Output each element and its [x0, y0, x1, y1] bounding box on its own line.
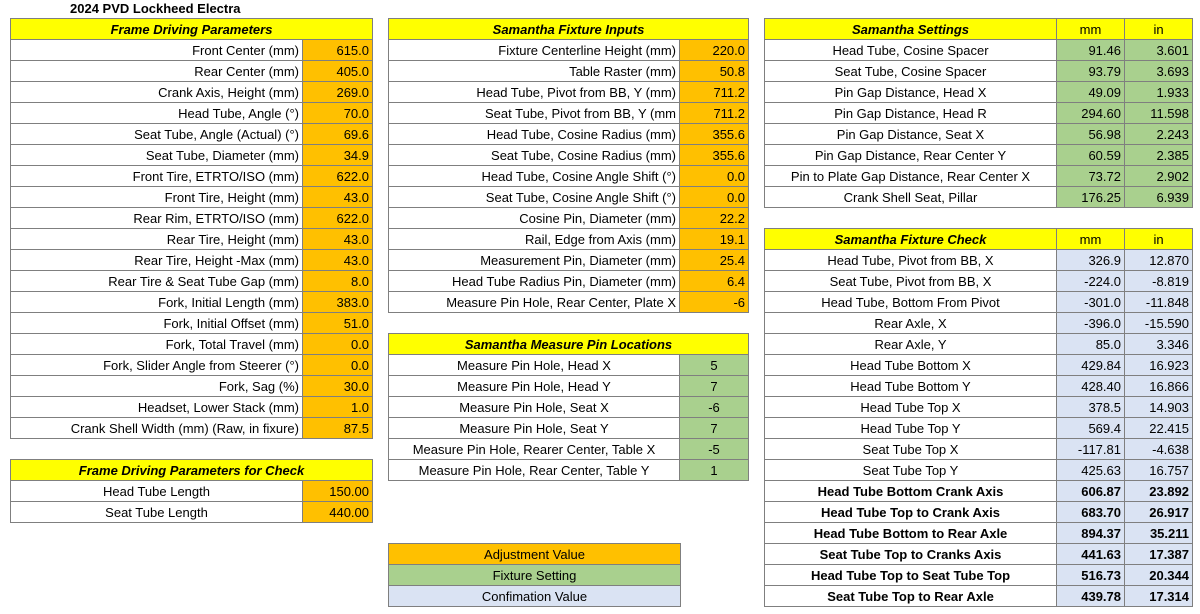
row-value-in: -4.638	[1125, 439, 1193, 460]
table-row	[765, 523, 1193, 544]
row-value: 30.0	[303, 376, 373, 397]
row-value-mm: 425.63	[1057, 460, 1125, 481]
table-row	[389, 271, 749, 292]
row-label: Head Tube Top X	[765, 397, 1057, 418]
row-value: 711.2	[680, 82, 749, 103]
row-value-in: 3.693	[1125, 61, 1193, 82]
table-row	[765, 565, 1193, 586]
row-value: 405.0	[303, 61, 373, 82]
row-value: 87.5	[303, 418, 373, 439]
row-label: Rear Axle, Y	[765, 334, 1057, 355]
table-row	[11, 40, 373, 61]
row-label: Seat Tube, Pivot from BB, X	[765, 271, 1057, 292]
table-row	[11, 334, 373, 355]
fixture-check-col-mm: mm	[1057, 229, 1125, 250]
table-row	[765, 397, 1193, 418]
settings-table	[764, 18, 1193, 208]
row-label: Front Tire, Height (mm)	[11, 187, 303, 208]
fixture-check-header: Samantha Fixture Check	[765, 229, 1057, 250]
row-label: Head Tube Bottom to Rear Axle	[765, 523, 1057, 544]
row-label: Headset, Lower Stack (mm)	[11, 397, 303, 418]
fixture-inputs-table	[388, 18, 749, 313]
row-value: 355.6	[680, 145, 749, 166]
row-label: Measure Pin Hole, Seat Y	[389, 418, 680, 439]
row-value-mm: 516.73	[1057, 565, 1125, 586]
table-row	[11, 292, 373, 313]
table-row	[765, 586, 1193, 607]
row-label: Head Tube Bottom X	[765, 355, 1057, 376]
table-row	[389, 40, 749, 61]
row-value-mm: 294.60	[1057, 103, 1125, 124]
table-row	[11, 376, 373, 397]
row-label: Head Tube Top to Crank Axis	[765, 502, 1057, 523]
row-value: 150.00	[303, 481, 373, 502]
row-value-in: -8.819	[1125, 271, 1193, 292]
row-label: Rear Center (mm)	[11, 61, 303, 82]
row-label: Pin Gap Distance, Head R	[765, 103, 1057, 124]
legend-row	[389, 544, 681, 565]
row-value-mm: 569.4	[1057, 418, 1125, 439]
table-row	[765, 439, 1193, 460]
row-value-mm: 894.37	[1057, 523, 1125, 544]
frame-driving-header: Frame Driving Parameters	[11, 19, 373, 40]
row-value: 1.0	[303, 397, 373, 418]
row-value-mm: -396.0	[1057, 313, 1125, 334]
table-row	[765, 124, 1193, 145]
table-row	[389, 82, 749, 103]
row-value-mm: -301.0	[1057, 292, 1125, 313]
row-value-in: 22.415	[1125, 418, 1193, 439]
row-value-mm: 441.63	[1057, 544, 1125, 565]
row-value-in: 12.870	[1125, 250, 1193, 271]
row-value-in: 35.211	[1125, 523, 1193, 544]
fixture-check-col-in: in	[1125, 229, 1193, 250]
row-label: Crank Shell Width (mm) (Raw, in fixure)	[11, 418, 303, 439]
legend-table	[388, 543, 681, 607]
row-value-in: 11.598	[1125, 103, 1193, 124]
row-value: 43.0	[303, 250, 373, 271]
table-row	[11, 208, 373, 229]
row-value-in: 20.344	[1125, 565, 1193, 586]
row-label: Head Tube, Cosine Angle Shift (°)	[389, 166, 680, 187]
row-value: 615.0	[303, 40, 373, 61]
row-label: Head Tube, Bottom From Pivot	[765, 292, 1057, 313]
row-label: Head Tube Top to Seat Tube Top	[765, 565, 1057, 586]
frame-check-header: Frame Driving Parameters for Check	[11, 460, 373, 481]
row-value: 70.0	[303, 103, 373, 124]
row-value: 43.0	[303, 187, 373, 208]
table-row	[11, 229, 373, 250]
row-label: Crank Shell Seat, Pillar	[765, 187, 1057, 208]
row-value: 19.1	[680, 229, 749, 250]
row-label: Head Tube Top Y	[765, 418, 1057, 439]
table-row	[389, 376, 749, 397]
table-row	[11, 166, 373, 187]
row-label: Head Tube Length	[11, 481, 303, 502]
table-row	[765, 292, 1193, 313]
row-value-mm: 606.87	[1057, 481, 1125, 502]
table-row	[765, 61, 1193, 82]
row-label: Seat Tube, Cosine Angle Shift (°)	[389, 187, 680, 208]
table-row	[389, 145, 749, 166]
table-row	[11, 481, 373, 502]
row-value: 355.6	[680, 124, 749, 145]
row-value: 440.00	[303, 502, 373, 523]
legend-item: Fixture Setting	[389, 565, 681, 586]
row-label: Fork, Total Travel (mm)	[11, 334, 303, 355]
legend-row	[389, 586, 681, 607]
row-value: 220.0	[680, 40, 749, 61]
row-label: Measure Pin Hole, Rear Center, Plate X	[389, 292, 680, 313]
table-row	[11, 61, 373, 82]
row-value: -5	[680, 439, 749, 460]
row-label: Rear Rim, ETRTO/ISO (mm)	[11, 208, 303, 229]
table-row	[389, 166, 749, 187]
table-row	[11, 355, 373, 376]
table-row	[765, 187, 1193, 208]
row-label: Seat Tube Length	[11, 502, 303, 523]
row-value: 0.0	[303, 355, 373, 376]
row-label: Measure Pin Hole, Rearer Center, Table X	[389, 439, 680, 460]
row-label: Pin Gap Distance, Rear Center Y	[765, 145, 1057, 166]
row-value-mm: 176.25	[1057, 187, 1125, 208]
table-row	[765, 103, 1193, 124]
row-label: Head Tube, Pivot from BB, Y (mm)	[389, 82, 680, 103]
row-value: 0.0	[303, 334, 373, 355]
table-row	[11, 397, 373, 418]
row-label: Pin Gap Distance, Head X	[765, 82, 1057, 103]
row-value-in: 1.933	[1125, 82, 1193, 103]
row-value: 0.0	[680, 187, 749, 208]
row-value: 7	[680, 418, 749, 439]
row-value-in: 3.601	[1125, 40, 1193, 61]
row-value-in: 16.866	[1125, 376, 1193, 397]
table-row	[765, 460, 1193, 481]
row-value: 69.6	[303, 124, 373, 145]
row-label: Head Tube Radius Pin, Diameter (mm)	[389, 271, 680, 292]
row-value-in: 2.385	[1125, 145, 1193, 166]
measure-pins-header: Samantha Measure Pin Locations	[389, 334, 749, 355]
row-label: Measure Pin Hole, Head Y	[389, 376, 680, 397]
row-label: Crank Axis, Height (mm)	[11, 82, 303, 103]
row-label: Rear Tire, Height -Max (mm)	[11, 250, 303, 271]
row-label: Pin to Plate Gap Distance, Rear Center X	[765, 166, 1057, 187]
row-label: Rail, Edge from Axis (mm)	[389, 229, 680, 250]
settings-header: Samantha Settings	[765, 19, 1057, 40]
table-row	[389, 292, 749, 313]
row-label: Measure Pin Hole, Seat X	[389, 397, 680, 418]
row-value-in: 6.939	[1125, 187, 1193, 208]
table-row	[765, 502, 1193, 523]
row-value-mm: 439.78	[1057, 586, 1125, 607]
table-row	[11, 145, 373, 166]
row-value-mm: -117.81	[1057, 439, 1125, 460]
row-label: Fork, Sag (%)	[11, 376, 303, 397]
table-row	[389, 103, 749, 124]
row-value-in: 16.923	[1125, 355, 1193, 376]
row-label: Head Tube, Angle (°)	[11, 103, 303, 124]
row-label: Seat Tube, Diameter (mm)	[11, 145, 303, 166]
table-row	[765, 250, 1193, 271]
table-row	[11, 124, 373, 145]
row-value-in: 2.902	[1125, 166, 1193, 187]
row-label: Seat Tube, Pivot from BB, Y (mm	[389, 103, 680, 124]
table-row	[389, 61, 749, 82]
row-value-mm: 91.46	[1057, 40, 1125, 61]
settings-col-mm: mm	[1057, 19, 1125, 40]
table-row	[765, 544, 1193, 565]
row-value: 622.0	[303, 166, 373, 187]
fixture-inputs-header: Samantha Fixture Inputs	[389, 19, 749, 40]
table-row	[765, 334, 1193, 355]
frame-check-table	[10, 459, 373, 523]
row-value-mm: 428.40	[1057, 376, 1125, 397]
row-value-in: 3.346	[1125, 334, 1193, 355]
row-value-mm: 683.70	[1057, 502, 1125, 523]
legend-item: Confimation Value	[389, 586, 681, 607]
table-row	[765, 271, 1193, 292]
row-value: 25.4	[680, 250, 749, 271]
row-label: Seat Tube Top Y	[765, 460, 1057, 481]
table-row	[389, 124, 749, 145]
row-value-in: 17.314	[1125, 586, 1193, 607]
table-row	[11, 82, 373, 103]
table-row	[11, 271, 373, 292]
table-row	[765, 82, 1193, 103]
table-row	[765, 313, 1193, 334]
row-label: Seat Tube Top X	[765, 439, 1057, 460]
table-row	[11, 250, 373, 271]
row-value-mm: 378.5	[1057, 397, 1125, 418]
row-label: Front Tire, ETRTO/ISO (mm)	[11, 166, 303, 187]
row-value-in: 14.903	[1125, 397, 1193, 418]
row-value: 34.9	[303, 145, 373, 166]
row-label: Rear Tire, Height (mm)	[11, 229, 303, 250]
row-value: 51.0	[303, 313, 373, 334]
row-value: 622.0	[303, 208, 373, 229]
row-value: 22.2	[680, 208, 749, 229]
row-label: Fork, Slider Angle from Steerer (°)	[11, 355, 303, 376]
fixture-check-table	[764, 228, 1193, 607]
row-label: Head Tube, Cosine Radius (mm)	[389, 124, 680, 145]
table-row	[765, 481, 1193, 502]
row-value-mm: 93.79	[1057, 61, 1125, 82]
table-row	[389, 250, 749, 271]
table-row	[389, 418, 749, 439]
row-value-in: -11.848	[1125, 292, 1193, 313]
table-row	[765, 40, 1193, 61]
row-value: 0.0	[680, 166, 749, 187]
row-value-in: 2.243	[1125, 124, 1193, 145]
row-value-mm: 73.72	[1057, 166, 1125, 187]
row-value: 711.2	[680, 103, 749, 124]
row-label: Fork, Initial Length (mm)	[11, 292, 303, 313]
table-row	[389, 187, 749, 208]
row-label: Table Raster (mm)	[389, 61, 680, 82]
row-value-mm: 56.98	[1057, 124, 1125, 145]
table-row	[389, 208, 749, 229]
row-value: 50.8	[680, 61, 749, 82]
row-label: Pin Gap Distance, Seat X	[765, 124, 1057, 145]
row-label: Front Center (mm)	[11, 40, 303, 61]
row-label: Seat Tube Top to Cranks Axis	[765, 544, 1057, 565]
legend-row	[389, 565, 681, 586]
row-label: Head Tube, Pivot from BB, X	[765, 250, 1057, 271]
frame-driving-table	[10, 18, 373, 439]
table-row	[11, 187, 373, 208]
row-label: Seat Tube Top to Rear Axle	[765, 586, 1057, 607]
row-value-mm: 85.0	[1057, 334, 1125, 355]
table-row	[389, 439, 749, 460]
table-row	[389, 229, 749, 250]
row-label: Head Tube, Cosine Spacer	[765, 40, 1057, 61]
table-row	[765, 166, 1193, 187]
table-row	[11, 502, 373, 523]
row-value-in: -15.590	[1125, 313, 1193, 334]
row-value-in: 26.917	[1125, 502, 1193, 523]
row-value-mm: 60.59	[1057, 145, 1125, 166]
row-label: Rear Tire & Seat Tube Gap (mm)	[11, 271, 303, 292]
row-value-mm: 49.09	[1057, 82, 1125, 103]
row-value: 5	[680, 355, 749, 376]
row-label: Measure Pin Hole, Rear Center, Table Y	[389, 460, 680, 481]
row-value-in: 17.387	[1125, 544, 1193, 565]
table-row	[11, 418, 373, 439]
row-label: Measure Pin Hole, Head X	[389, 355, 680, 376]
row-label: Head Tube Bottom Y	[765, 376, 1057, 397]
table-row	[389, 460, 749, 481]
settings-col-in: in	[1125, 19, 1193, 40]
row-value: 1	[680, 460, 749, 481]
row-value-mm: 429.84	[1057, 355, 1125, 376]
table-row	[11, 103, 373, 124]
table-row	[765, 418, 1193, 439]
row-value: -6	[680, 397, 749, 418]
sheet-title: 2024 PVD Lockheed Electra	[70, 1, 241, 16]
row-value-in: 16.757	[1125, 460, 1193, 481]
row-label: Measurement Pin, Diameter (mm)	[389, 250, 680, 271]
row-label: Fork, Initial Offset (mm)	[11, 313, 303, 334]
row-value-in: 23.892	[1125, 481, 1193, 502]
row-value: -6	[680, 292, 749, 313]
row-label: Cosine Pin, Diameter (mm)	[389, 208, 680, 229]
legend-item: Adjustment Value	[389, 544, 681, 565]
table-row	[389, 397, 749, 418]
row-value: 6.4	[680, 271, 749, 292]
row-value: 43.0	[303, 229, 373, 250]
row-value: 383.0	[303, 292, 373, 313]
row-label: Seat Tube, Cosine Radius (mm)	[389, 145, 680, 166]
row-value-mm: -224.0	[1057, 271, 1125, 292]
measure-pins-table	[388, 333, 749, 481]
row-value-mm: 326.9	[1057, 250, 1125, 271]
row-label: Rear Axle, X	[765, 313, 1057, 334]
table-row	[389, 355, 749, 376]
table-row	[765, 355, 1193, 376]
table-row	[11, 313, 373, 334]
row-value: 7	[680, 376, 749, 397]
row-label: Seat Tube, Cosine Spacer	[765, 61, 1057, 82]
table-row	[765, 376, 1193, 397]
table-row	[765, 145, 1193, 166]
row-label: Seat Tube, Angle (Actual) (°)	[11, 124, 303, 145]
row-value: 8.0	[303, 271, 373, 292]
row-value: 269.0	[303, 82, 373, 103]
row-label: Head Tube Bottom Crank Axis	[765, 481, 1057, 502]
row-label: Fixture Centerline Height (mm)	[389, 40, 680, 61]
